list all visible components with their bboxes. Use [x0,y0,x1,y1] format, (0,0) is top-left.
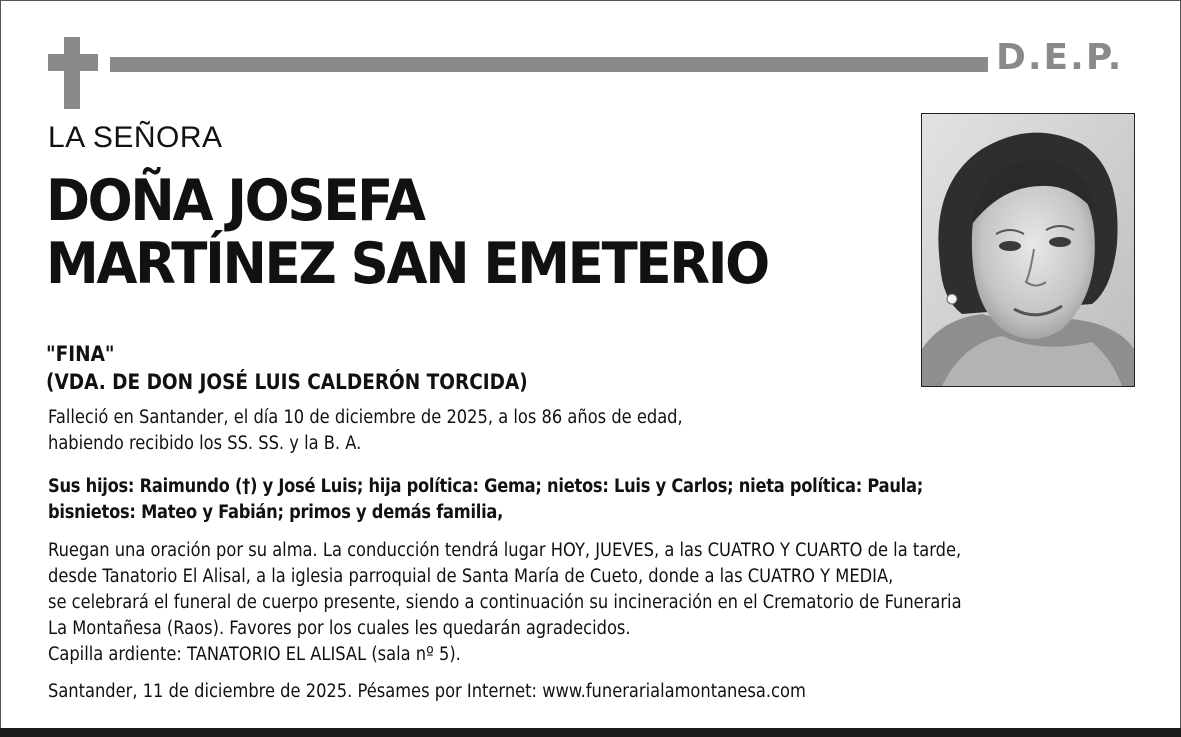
bottom-border [0,728,1181,737]
portrait-image [922,114,1134,386]
family-list [48,474,923,526]
death-notice [48,405,683,457]
widow-of: (VDA. DE DON JOSÉ LUIS CALDERÓN TORCIDA) [46,370,528,394]
ceremony-line-4: La Montañesa (Raos). Favores por los cuales les quedarán agradecidos. [48,618,631,639]
nickname-block [46,340,528,396]
ceremony-line-2: desde Tanatorio El Alisal, a la iglesia parroquial de Santa María de Cueto, donde a las CUATRO Y MEDIA, [48,566,894,587]
footer-line: Santander, 11 de diciembre de 2025. Pésames por Internet: www.funerarialamontanesa.com [48,681,806,702]
ceremony-line-3: se celebrará el funeral de cuerpo presente, siendo a continuación su incineración en el Crematorio de Funeraria [48,592,962,613]
deceased-name [46,170,768,296]
death-notice-line-1: Falleció en Santander, el día 10 de diciembre de 2025, a los 86 años de edad, [48,407,683,428]
honorific: LA SEÑORA [48,121,223,154]
ceremony-line-5: Capilla ardiente: TANATORIO EL ALISAL (sala nº 5). [48,644,461,665]
name-line-2: MARTÍNEZ SAN EMETERIO [46,231,768,297]
dep-label: D.E.P. [996,37,1124,78]
ceremony-details [48,538,962,668]
nickname: "FINA" [46,342,115,366]
family-line-2: bisnietos: Mateo y Fabián; primos y demás familia, [48,502,504,523]
header-rule [110,57,988,72]
family-line-1: Sus hijos: Raimundo (†) y José Luis; hija política: Gema; nietos: Luis y Carlos; nieta política: Paula; [48,476,923,497]
portrait-photo [921,113,1135,387]
ceremony-line-1: Ruegan una oración por su alma. La conducción tendrá lugar HOY, JUEVES, a las CUATRO Y CUARTO de la tarde, [48,540,962,561]
death-notice-line-2: habiendo recibido los SS. SS. y la B. A. [48,433,362,454]
name-line-1: DOÑA JOSEFA [46,168,424,234]
cross-icon [48,37,98,109]
